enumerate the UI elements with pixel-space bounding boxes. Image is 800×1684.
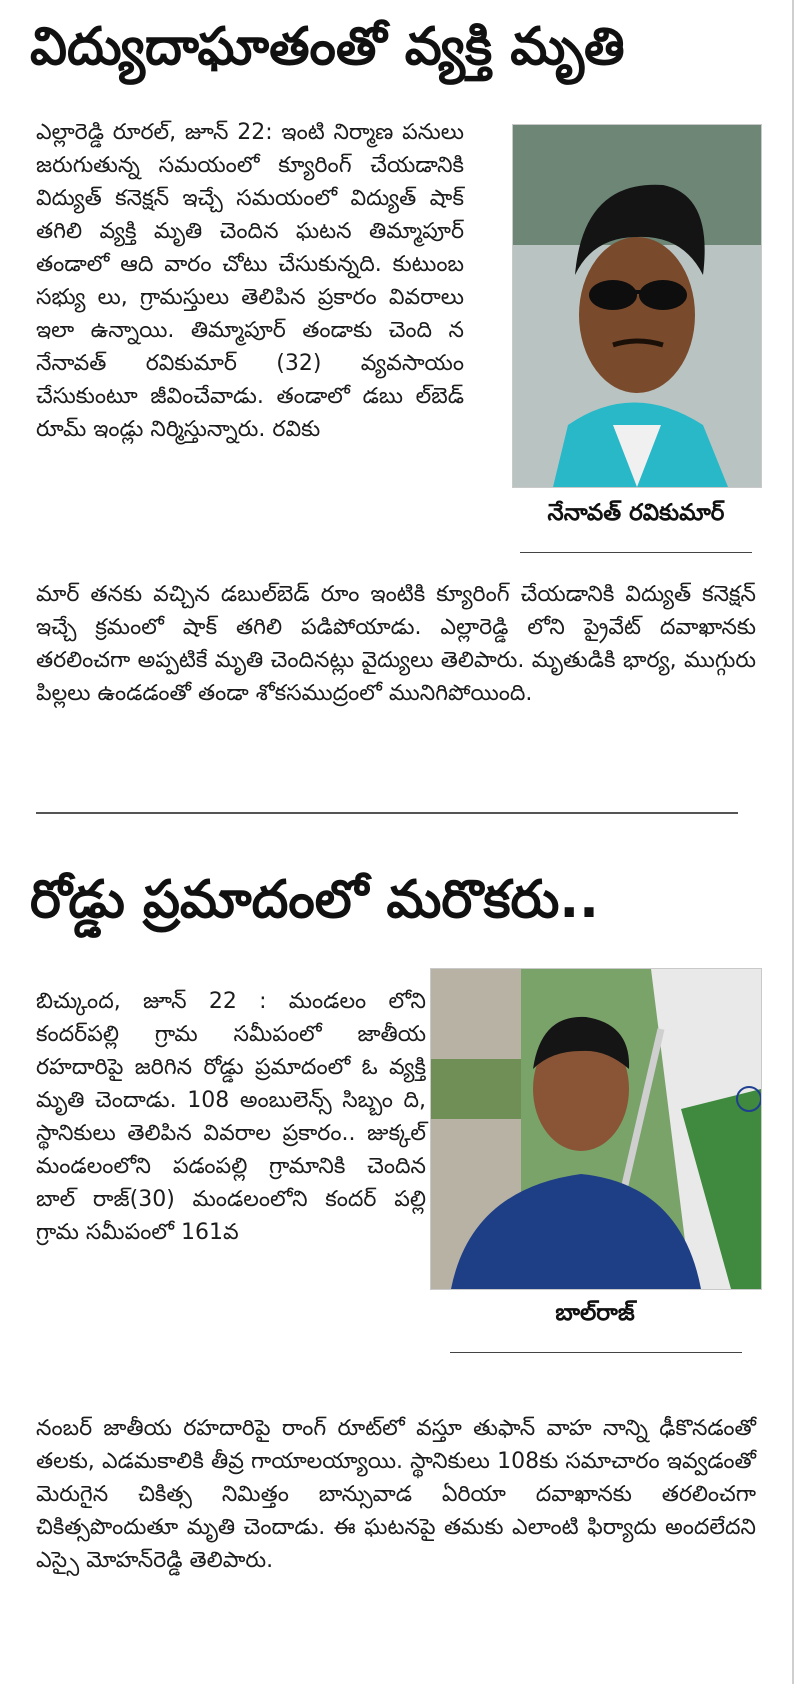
page-edge-rule <box>792 0 794 1684</box>
article2-photo-caption: బాల్‌రాజ్ <box>555 1300 635 1326</box>
article2-photo <box>430 968 762 1290</box>
article1-headline: విద్యుదాఘాతంతో వ్యక్తి మృతి <box>30 17 625 77</box>
article-divider <box>36 812 738 814</box>
article2-body-bottom: నంబర్ జాతీయ రహదారిపై రాంగ్ రూట్‌లో వస్తూ తుఫాన్ వాహ నాన్ని ఢీకొనడంతో తలకు, ఎడమకాలికి తీవ్ర గాయాలయ్యాయి. స్థానికులు 108కు సమాచారం ఇవ్వడంతో మెరుగైన చికిత్స నిమిత్తం బాన్సువాడ ఏరియా దవాఖానకు తరలించగా చికిత్సపొందుతూ మృతి చెందాడు. ఈ ఘటనపై తమకు ఎలాంటి ఫిర్యాదు అందలేదని ఎస్సై మోహన్‌రెడ్డి తెలిపారు. <box>36 1416 756 1573</box>
article1-photo <box>512 124 762 488</box>
article2-body-top: బిచ్కుంద, జూన్ 22 : మండలం లోని కందర్‌పల్లి గ్రామ సమీపంలో జాతీయ రహదారిపై జరిగిన రోడ్డు ప్రమాదంలో ఓ వ్యక్తి మృతి చెందాడు. 108 అంబులెన్స్ సిబ్బం ది, స్థానికులు తెలిపిన వివరాల ప్రకారం.. జుక్కల్ మండలంలోని పడంపల్లి గ్రామానికి చెందిన బాల్ రాజ్(30) మండలంలోని కందర్ పల్లి గ్రామ సమీపంలో 161వ <box>36 989 426 1245</box>
article1-body-bottom: మార్ తనకు వచ్చిన డబుల్‌బెడ్ రూం ఇంటికి క్యూరింగ్ చేయడానికి విద్యుత్ కనెక్షన్ ఇచ్చే క్రమంలో షాక్ తగిలి పడిపోయాడు. ఎల్లారెడ్డి లోని ప్రైవేట్ దవాఖానకు తరలించగా అప్పటికే మృతి చెందినట్లు వైద్యులు తెలిపారు. మృతుడికి భార్య, ముగ్గురు పిల్లలు ఉండడంతో తండా శోకసముద్రంలో మునిగిపోయింది. <box>36 582 756 706</box>
article1-photo-caption: నేనావత్ రవికుమార్ <box>547 500 725 526</box>
article1-body-top: ఎల్లారెడ్డి రూరల్, జూన్ 22: ఇంటి నిర్మాణ పనులు జరుగుతున్న సమయంలో క్యూరింగ్ చేయడానికి విద్యుత్ కనెక్షన్ ఇచ్చే సమయంలో విద్యుత్ షాక్ తగిలి వ్యక్తి మృతి చెందిన ఘటన తిమ్మాపూర్ తండాలో ఆది వారం చోటు చేసుకున్నది. కుటుంబ సభ్యు లు, గ్రామస్తులు తెలిపిన ప్రకారం వివరాలు ఇలా ఉన్నాయి. తిమ్మాపూర్ తండాకు చెంది న నేనావత్ రవికుమార్ (32) వ్యవసాయం చేసుకుంటూ జీవించేవాడు. తండాలో డబు ల్‌బెడ్ రూమ్ ఇండ్లు నిర్మిస్తున్నారు. రవికు <box>36 120 464 442</box>
article2-headline: రోడ్డు ప్రమాదంలో మరొకరు.. <box>30 870 599 930</box>
person-photo-icon <box>431 969 761 1289</box>
person-photo-icon <box>513 125 761 487</box>
caption-rule <box>520 552 752 553</box>
caption-rule <box>450 1352 742 1353</box>
